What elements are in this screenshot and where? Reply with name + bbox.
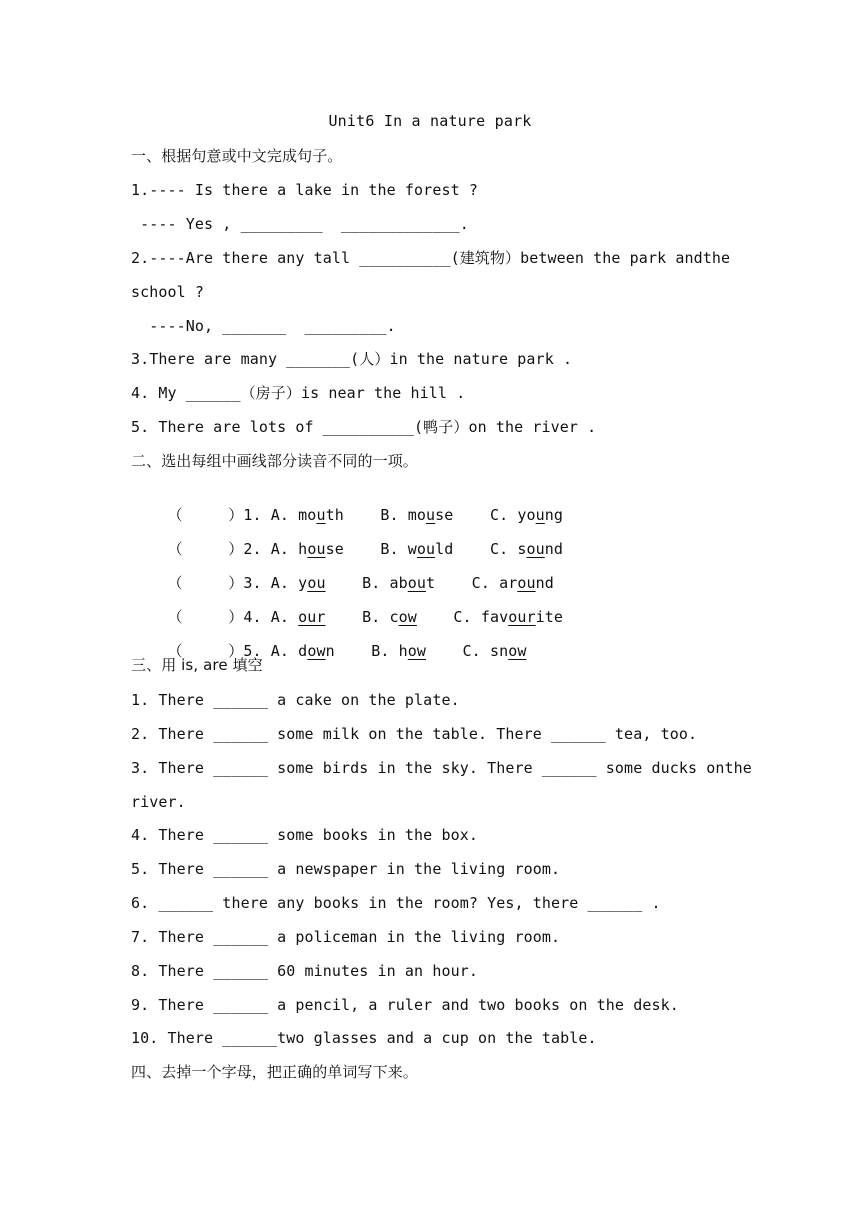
s2-row-4: （ ）4. A. our B. cow C. favourite	[167, 608, 564, 626]
s3-question-5: 5. There ______ a newspaper in the living room.	[131, 860, 561, 878]
underlined-letters: ou	[526, 540, 545, 558]
underlined-letters: ou	[416, 540, 436, 558]
section-1-heading: 一、根据句意或中文完成句子。	[131, 147, 343, 165]
s1-question-3: 3.There are many _______(人）in the nature park .	[131, 350, 573, 368]
s1-question-2-line-2: school ?	[131, 283, 205, 301]
underlined-letters: ow	[508, 642, 527, 660]
s1-question-2-line-3: ----No, _______ _________.	[131, 317, 396, 335]
underlined-letters: ou	[407, 574, 427, 592]
s1-question-2-line-1	[131, 248, 730, 268]
section-3-heading: 三、用 is, are 填空	[131, 656, 263, 674]
s2-row-1: （ ）1. A. mouth B. mouse C. young	[167, 506, 564, 524]
s3-question-7: 7. There ______ a policeman in the living room.	[131, 928, 561, 946]
underlined-letters: ow	[407, 642, 427, 660]
section-4-heading: 四、去掉一个字母，把正确的单词写下来。	[131, 1063, 418, 1081]
s3-question-4: 4. There ______ some books in the box.	[131, 826, 478, 844]
s3-question-1: 1. There ______ a cake on the plate.	[131, 691, 460, 709]
s3-question-10: 10. There ______two glasses and a cup on the table.	[131, 1029, 597, 1047]
s3-question-8: 8. There ______ 60 minutes in an hour.	[131, 962, 478, 980]
underlined-letters: ow	[398, 608, 417, 626]
s1-question-4: 4. My ______（房子）is near the hill .	[131, 384, 466, 402]
underlined-letters: ou	[307, 540, 326, 558]
s1-question-2-text: 2.----Are there any tall __________(建筑物）between the park and	[131, 249, 703, 267]
underlined-letters: ou	[517, 574, 536, 592]
s2-row-2: （ ）2. A. house B. would C. sound	[167, 540, 564, 558]
s1-question-5: 5. There are lots of __________(鸭子）on the river .	[131, 418, 597, 436]
underlined-letters: ou	[307, 574, 326, 592]
s3-question-6: 6. ______ there any books in the room? Yes, there ______ .	[131, 894, 661, 912]
s3-question-3-line-1	[131, 758, 752, 778]
s3-question-3-wrap-word: the	[724, 759, 752, 777]
s1-question-2-wrap-word: the	[702, 249, 731, 267]
underlined-letters: u	[316, 506, 326, 524]
s3-question-2: 2. There ______ some milk on the table. There ______ tea, too.	[131, 725, 698, 743]
s2-row-5: （ ）5. A. down B. how C. snow	[167, 642, 527, 660]
s1-question-1-line-1: 1.---- Is there a lake in the forest ?	[131, 181, 478, 199]
s3-question-3-line-2: river.	[131, 793, 186, 811]
underlined-letters: ow	[307, 642, 326, 660]
s3-question-9: 9. There ______ a pencil, a ruler and two books on the desk.	[131, 996, 679, 1014]
section-2-heading: 二、选出每组中画线部分读音不同的一项。	[131, 452, 418, 470]
underlined-letters: u	[535, 506, 545, 524]
s3-question-3-text: 3. There ______ some birds in the sky. There ______ some ducks on	[131, 759, 725, 777]
underlined-letters: u	[426, 506, 436, 524]
s1-question-1-line-2: ---- Yes , _________ _____________.	[131, 215, 469, 233]
underlined-letters: our	[508, 608, 536, 626]
page-title: Unit6 In a nature park	[328, 112, 532, 130]
s2-row-3: （ ）3. A. you B. about C. around	[167, 574, 554, 592]
underlined-letters: our	[298, 608, 326, 626]
